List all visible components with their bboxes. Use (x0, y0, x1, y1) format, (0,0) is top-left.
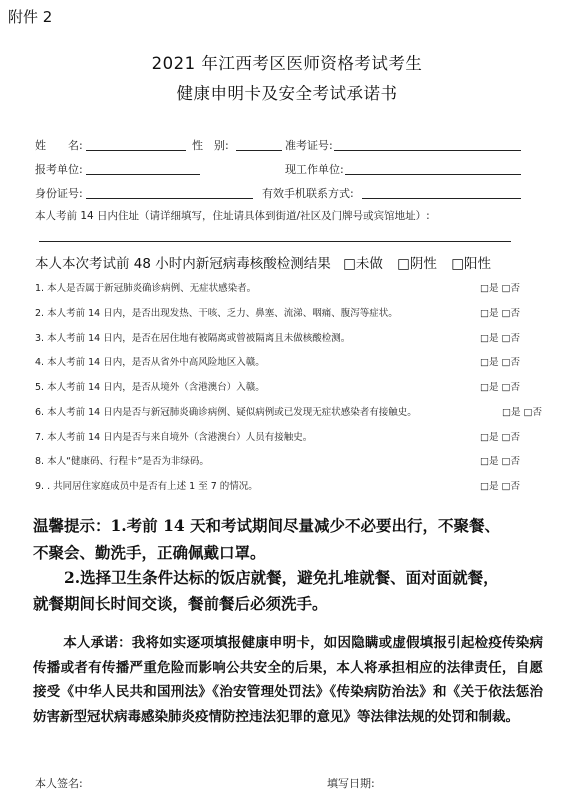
signature-label: 本人签名: (35, 777, 83, 790)
ticket-field[interactable] (334, 150, 521, 151)
answer-8[interactable]: □是 □否 (480, 456, 520, 467)
tips-line-3: 2.选择卫生条件达标的饭店就餐，避免扎堆就餐、面对面就餐， (64, 568, 499, 587)
answer-7[interactable]: □是 □否 (480, 432, 520, 443)
title-line-1: 2021 年江西考区医师资格考试考生 (151, 54, 423, 73)
unit-field[interactable] (86, 174, 200, 175)
answer-9[interactable]: □是 □否 (480, 481, 520, 492)
answer-4[interactable]: □是 □否 (480, 357, 520, 368)
tips-line-4: 就餐期间长时间交谈，餐前餐后必须洗手。 (33, 594, 328, 613)
question-8: 8. 本人“健康码、行程卡”是否为非绿码。 (35, 456, 209, 467)
nucleic-option-positive[interactable]: □阳性 (451, 256, 491, 272)
nucleic-test-row (35, 252, 491, 272)
answer-2[interactable]: □是 □否 (480, 308, 520, 319)
question-9: 9. . 共同居住家庭成员中是否有上述 1 至 7 的情况。 (35, 481, 258, 492)
tips-line-2: 不聚会、勤洗手，正确佩戴口罩。 (33, 543, 266, 562)
unit-label: 报考单位: (35, 163, 83, 176)
residence-label: 本人考前 14 日内住址（请详细填写，住址请具体到街道/社区及门牌号或宾馆地址）: (35, 210, 430, 222)
tips-line-1: 温馨提示：1.考前 14 天和考试期间尽量减少不必要出行，不聚餐、 (33, 516, 501, 535)
attachment-label: 附件 2 (8, 8, 53, 26)
question-2: 2. 本人考前 14 日内，是否出现发热、干咳、乏力、鼻塞、流涕、咽痛、腹泻等症状。 (35, 308, 398, 319)
question-5: 5. 本人考前 14 日内，是否从境外（含港澳台）入赣。 (35, 382, 265, 393)
question-4: 4. 本人考前 14 日内，是否从省外中高风险地区入赣。 (35, 357, 265, 368)
date-label: 填写日期: (327, 777, 375, 790)
work-field[interactable] (345, 174, 521, 175)
nucleic-test-label: 本人本次考试前 48 小时内新冠病毒核酸检测结果 (35, 256, 331, 272)
nucleic-option-negative[interactable]: □阴性 (397, 256, 437, 272)
answer-6[interactable]: □是 □否 (502, 407, 542, 418)
phone-label: 有效手机联系方式: (262, 187, 354, 200)
id-field[interactable] (86, 198, 253, 199)
phone-field[interactable] (362, 198, 521, 199)
question-1: 1. 本人是否属于新冠肺炎确诊病例、无症状感染者。 (35, 283, 257, 294)
pledge-text (33, 631, 543, 729)
question-6: 6. 本人考前 14 日内是否与新冠肺炎确诊病例、疑似病例或已发现无症状感染者有接触史。 (35, 407, 417, 418)
name-field[interactable] (86, 150, 186, 151)
residence-field[interactable] (39, 241, 511, 242)
name-label: 姓 名: (35, 139, 83, 152)
pledge-body: 本人承诺：我将如实逐项填报健康申明卡，如因隐瞒或虚假填报引起检疫传染病传播或者有传播严重危险而影响公共安全的后果，本人将承担相应的法律责任，自愿接受《中华人民共和国刑法》《治安管理处罚法》《传染病防治法》和《关于依法惩治妨害新型冠状病毒感染肺炎疫情防控违法犯罪的意见》等法律法规的处罚和制裁。 (33, 635, 543, 725)
ticket-label: 准考证号: (285, 139, 333, 152)
work-label: 现工作单位: (285, 163, 344, 176)
question-3: 3. 本人考前 14 日内，是否在居住地有被隔离或曾被隔离且未做核酸检测。 (35, 333, 351, 344)
id-label: 身份证号: (35, 187, 83, 200)
title-line-2: 健康申明卡及安全考试承诺书 (176, 84, 398, 103)
question-7: 7. 本人考前 14 日内是否与来自境外（含港澳台）人员有接触史。 (35, 432, 313, 443)
answer-1[interactable]: □是 □否 (480, 283, 520, 294)
gender-field[interactable] (236, 150, 282, 151)
nucleic-option-not-done[interactable]: □未做 (343, 256, 383, 272)
gender-label: 性 别: (192, 139, 229, 152)
answer-5[interactable]: □是 □否 (480, 382, 520, 393)
answer-3[interactable]: □是 □否 (480, 333, 520, 344)
